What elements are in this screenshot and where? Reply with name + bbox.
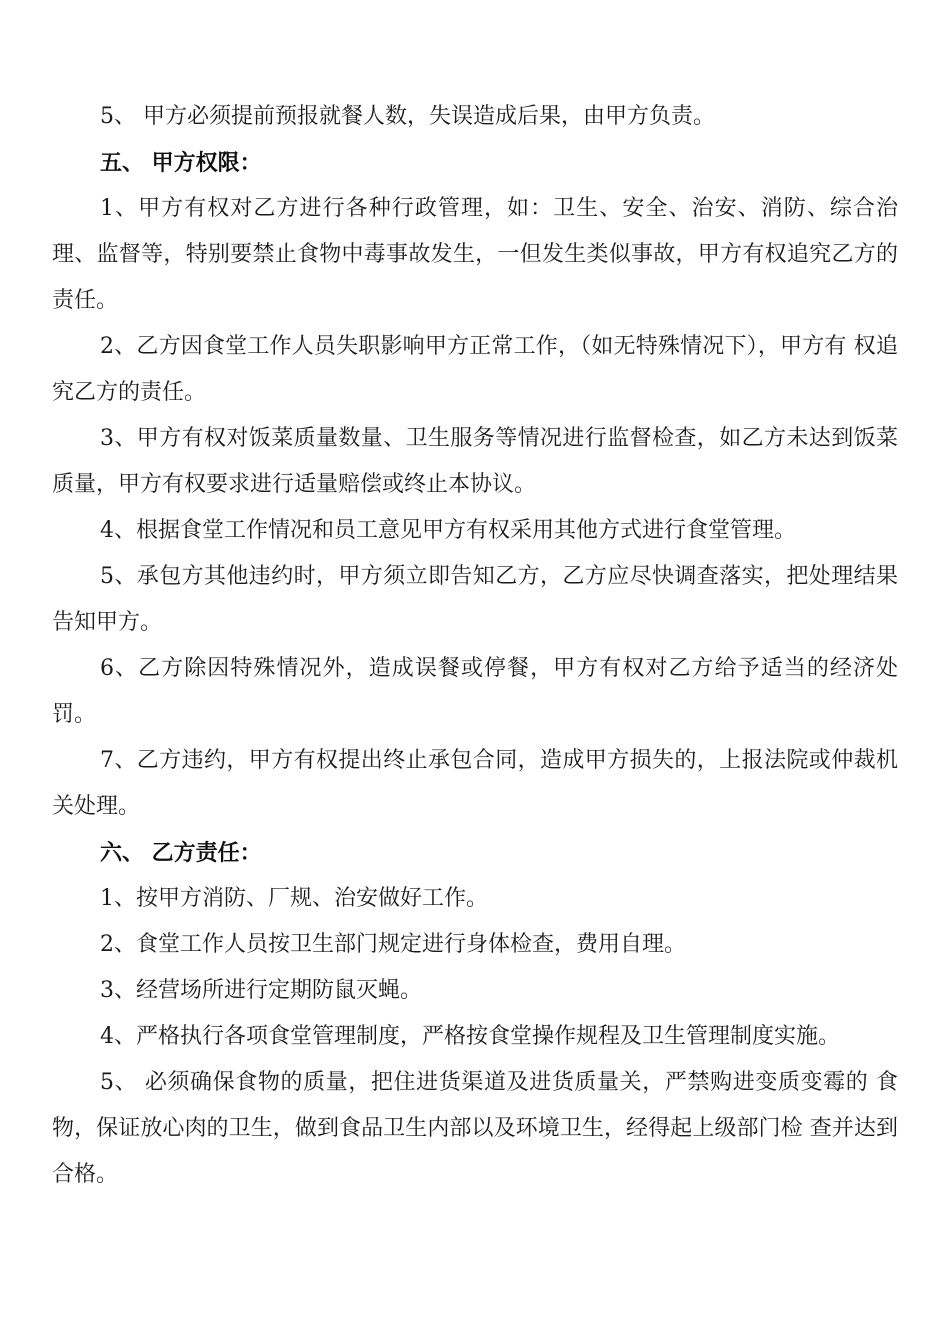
clause-6-5: 5、 必须确保食物的质量，把住进货渠道及进货质量关，严禁购进变质变霉的 食物，保证放心肉的卫生，做到食品卫生内部以及环境卫生，经得起上级部门检 查并达到合格。 (52, 1070, 898, 1187)
clause-5-4: 4、根据食堂工作情况和员工意见甲方有权采用其他方式进行食堂管理。 (100, 518, 796, 543)
clause-6-3: 3、经营场所进行定期防鼠灭蝇。 (100, 978, 422, 1003)
clause-5-6: 6、乙方除因特殊情况外，造成误餐或停餐，甲方有权对乙方给予适当的经济处罚。 (52, 656, 898, 727)
clause-5-3: 3、甲方有权对饭菜质量数量、卫生服务等情况进行监督检查，如乙方未达到饭菜质量，甲方有权要求进行适量赔偿或终止本协议。 (52, 426, 898, 497)
section-heading-6: 六、 乙方责任： (100, 840, 262, 866)
clause-5-1: 1、甲方有权对乙方进行各种行政管理，如：卫生、安全、治安、消防、综合治理、监督等，特别要禁止食物中毒事故发生，一但发生类似事故，甲方有权追究乙方的责任。 (52, 196, 898, 313)
document-body (52, 94, 898, 1198)
clause-5-5: 5、承包方其他违约时，甲方须立即告知乙方，乙方应尽快调查落实，把处理结果告知甲方。 (52, 564, 898, 635)
clause-6-2: 2、食堂工作人员按卫生部门规定进行身体检查，费用自理。 (100, 932, 686, 957)
clause-6-4: 4、严格执行各项食堂管理制度，严格按食堂操作规程及卫生管理制度实施。 (100, 1024, 840, 1049)
clause-5-2: 2、乙方因食堂工作人员失职影响甲方正常工作，（如无特殊情况下），甲方有 权追究乙方的责任。 (52, 334, 898, 405)
clause-5-7: 7、乙方违约，甲方有权提出终止承包合同，造成甲方损失的，上报法院或仲裁机关处理。 (52, 748, 898, 819)
clause-a5: 5、 甲方必须提前预报就餐人数，失误造成后果，由甲方负责。 (100, 104, 715, 129)
section-heading-5: 五、 甲方权限： (100, 150, 262, 176)
clause-6-1: 1、按甲方消防、厂规、治安做好工作。 (100, 886, 488, 911)
